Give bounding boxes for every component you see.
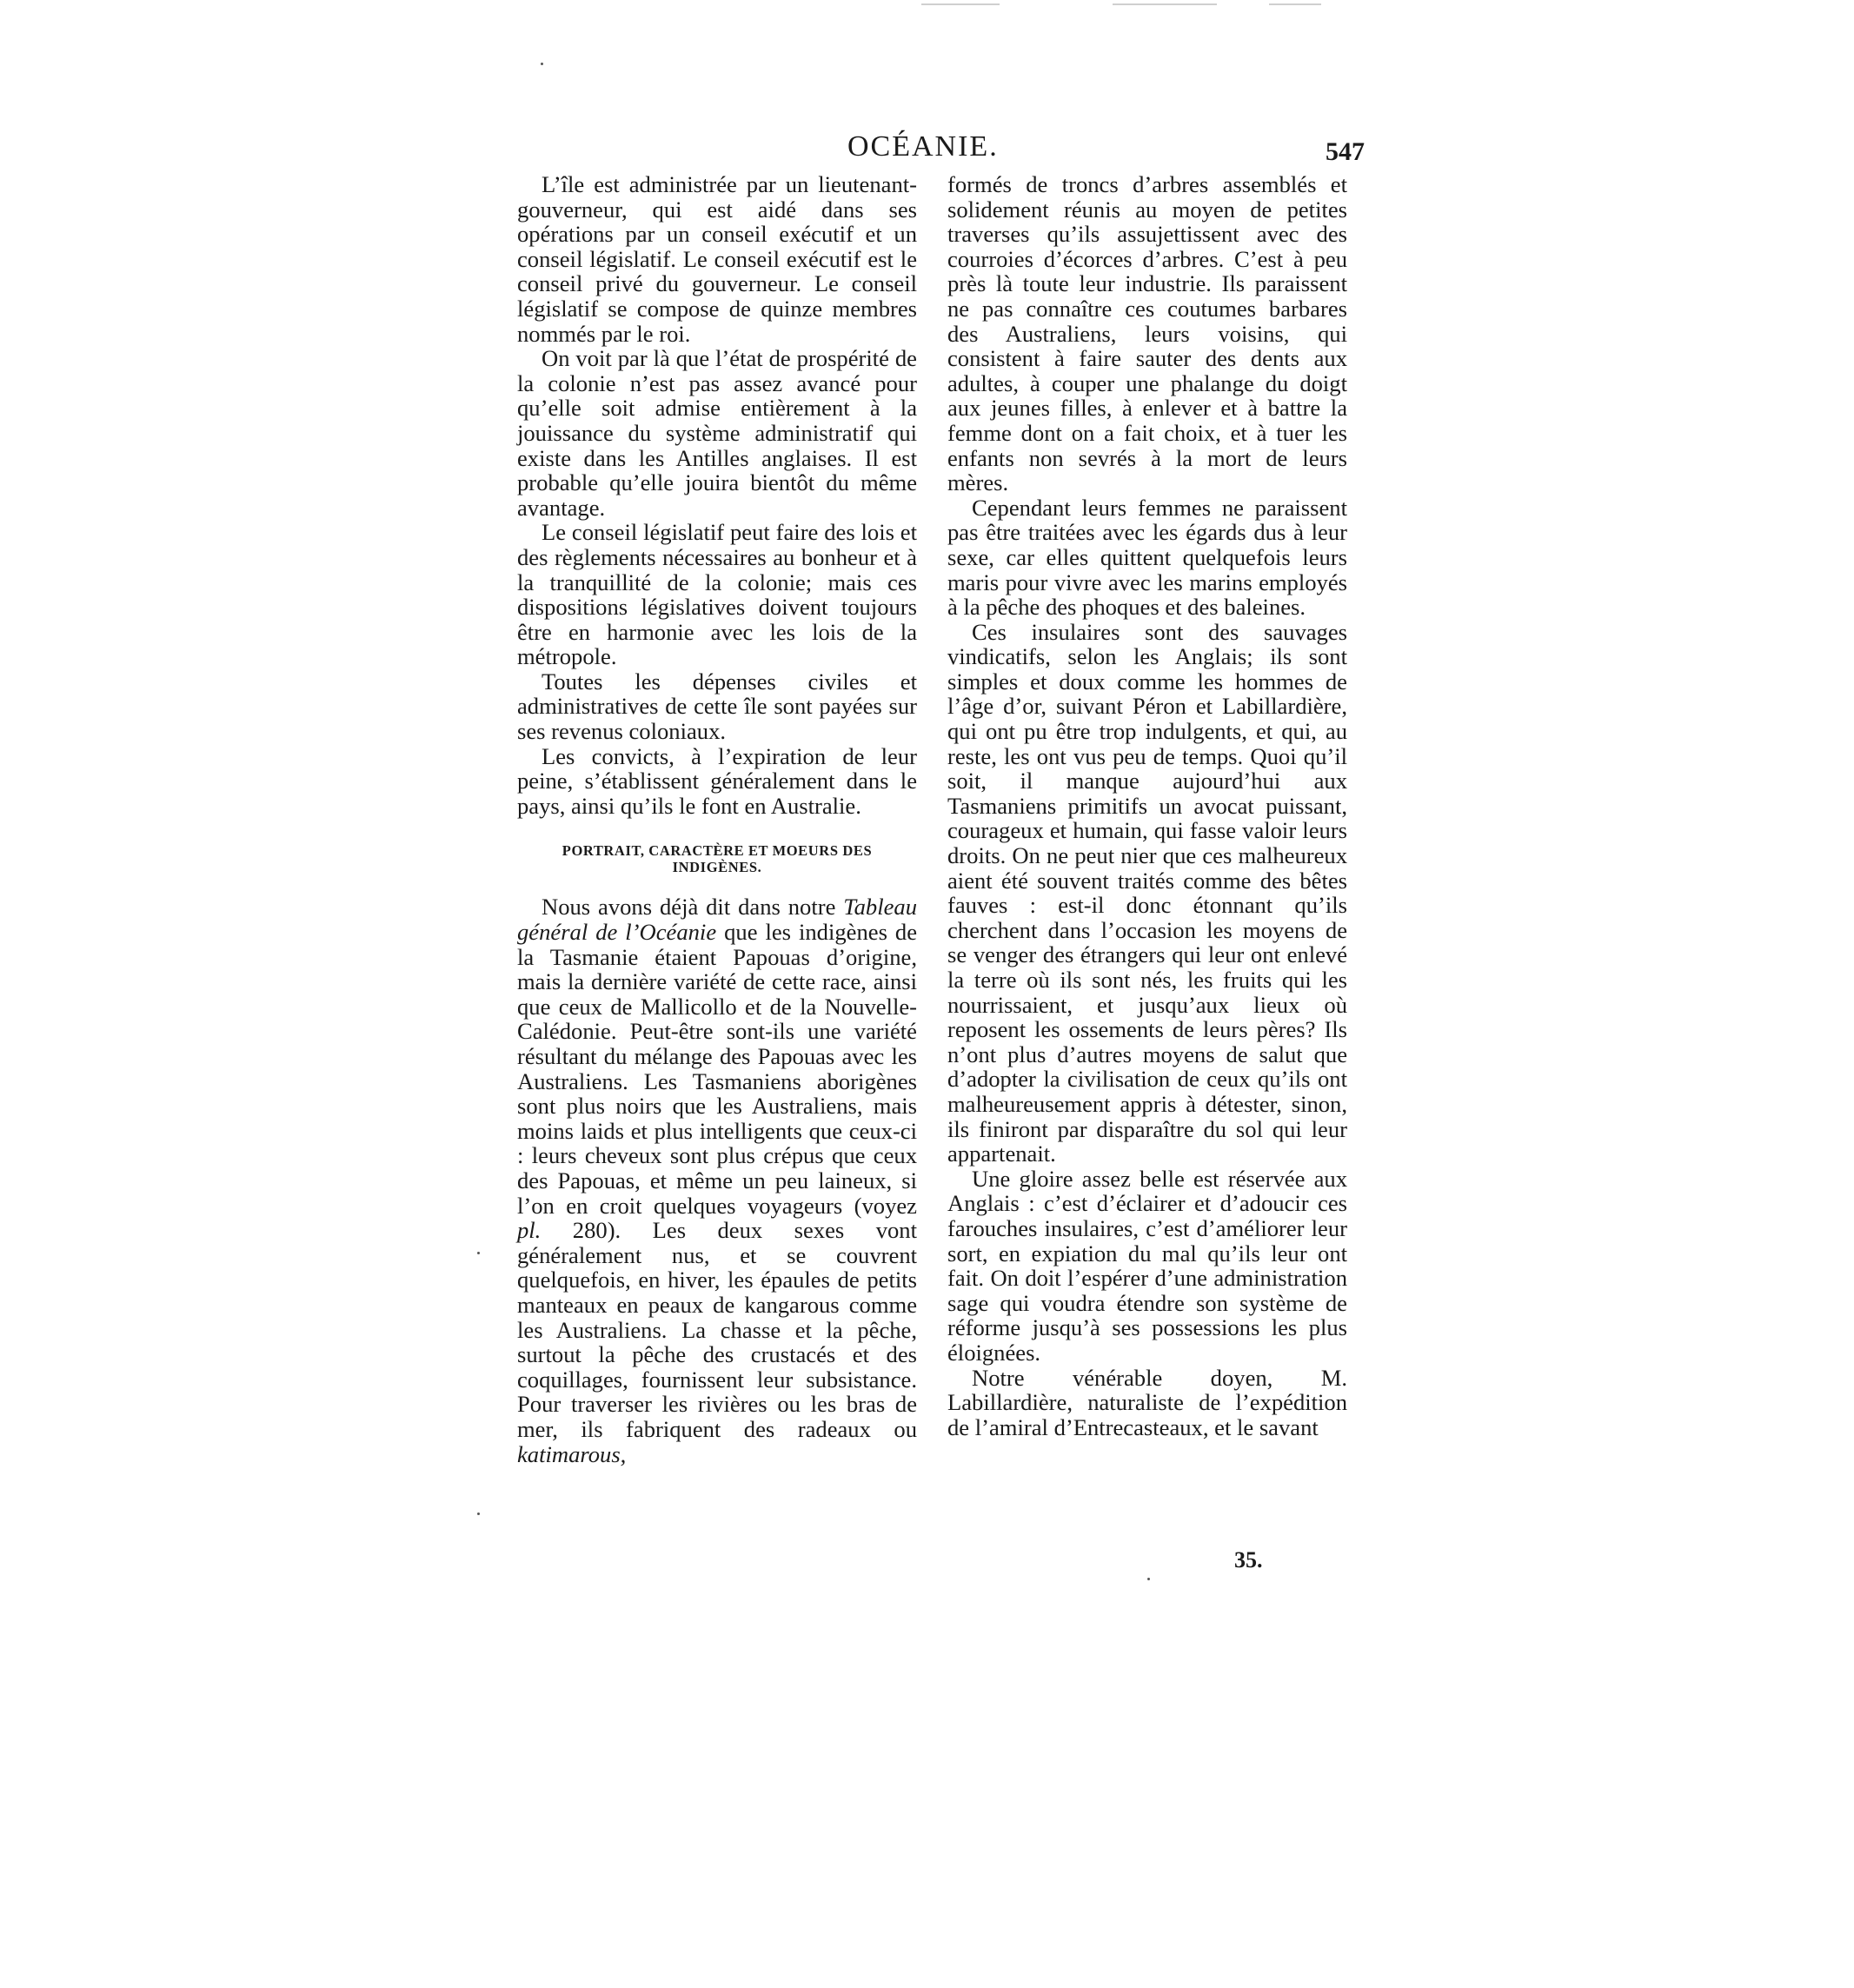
speck (477, 1513, 480, 1515)
book-title-italic: Tableau général de l’Océanie (517, 894, 917, 946)
paragraph: Cependant leurs femmes ne paraissent pas être traitées avec les égards dus à leur sexe, car elles quittent quelquefois leurs maris pour vivre avec les marins employés à la pêche des phoques et des baleines. (947, 494, 1347, 621)
scan-edge-line (1269, 3, 1321, 5)
term-italic: katimarous, (517, 1440, 627, 1467)
speck (541, 63, 543, 65)
paragraph: L’île est administrée par un lieutenant-gouverneur, qui est aidé dans ses opérations par un conseil exécutif et un conseil législatif. Le conseil exécutif est le conseil privé du gouverneur. Le conseil législatif se compose de quinze membres nommés par le roi. (517, 171, 917, 347)
running-title: OCÉANIE. (847, 130, 999, 163)
text-run: que les indigènes de la Tasmanie étaient Papouas d’origine, mais la dernière variété de cette race, ainsi que ceux de Mallicollo et de la Nouvelle-Calédonie. Peut-être sont-ils une variété résultant du mélange des Papouas avec les Australiens. Les Tasmaniens aborigènes sont plus noirs que les Australiens, mais moins laids et plus intelligents que ceux-ci : leurs cheveux sont plus crépus que ceux des Papouas, et même un peu laineux, si l’on en croit quelques voyageurs (voyez (517, 919, 917, 1219)
signature-mark: 35. (1234, 1547, 1263, 1572)
paragraph: Notre vénérable doyen, M. Labillardière, naturaliste de l’expédition de l’amiral d’Entrecasteaux, et le savant (947, 1364, 1347, 1440)
text-run: 280). Les deux sexes vont généralement nus, et se couvrent quelquefois, en hiver, les épaules de petits manteaux en peaux de kangarous comme les Australiens. La chasse et la pêche, surtout la pêche des crustacés et des coquillages, fournissent leur subsistance. Pour traverser les rivières ou les bras de mer, ils fabriquent des radeaux ou (517, 1217, 917, 1442)
continued-paragraph: formés de troncs d’arbres assemblés et solidement réunis au moyen de petites traverses qu’ils assujettissent avec des courroies d’écorces d’arbres. C’est à peu près là toute leur industrie. Ils paraissent ne pas connaître ces coutumes barbares des Australiens, leurs voisins, qui consistent à faire sauter des dents aux adultes, à couper une phalange du doigt aux jeunes filles, à enlever et à battre la femme dont on a fait choix, et à tuer les enfants non sevrés à la mort de leurs mères. (947, 171, 1347, 496)
right-column (947, 172, 1347, 1439)
paragraph: Une gloire assez belle est réservée aux Anglais : c’est d’éclairer et d’adoucir ces farouches insulaires, c’est d’améliorer leur sort, en expiation du mal qu’ils leur ont fait. On doit l’espérer d’une administration sage qui voudra étendre son système de réforme jusqu’à ses possessions les plus éloignées. (947, 1165, 1347, 1366)
scan-edge-line (1113, 3, 1217, 5)
running-head (513, 130, 1365, 174)
paragraph: On voit par là que l’état de prospérité de la colonie n’est pas assez avancé pour qu’elle soit admise entièrement à la jouissance du système administratif qui existe dans les Antilles anglaises. Il est probable qu’elle jouira bientôt du même avantage. (517, 345, 917, 521)
paragraph: Le conseil législatif peut faire des lois et des règlements nécessaires au bonheur et à la tranquillité de la colonie; mais ces dispositions législatives doivent toujours être en harmonie avec les lois de la métropole. (517, 519, 917, 670)
text-run: Nous avons déjà dit dans notre (542, 894, 844, 921)
section-heading: PORTRAIT, CARACTÈRE ET MOEURS DES INDIGÈNES. (562, 842, 873, 876)
section-intro-paragraph (517, 894, 917, 1466)
paragraph: Les convicts, à l’expiration de leur peine, s’établissent généralement dans le pays, ainsi qu’ils le font en Australie. (517, 742, 917, 819)
paragraph: Ces insulaires sont des sauvages vindicatifs, selon les Anglais; ils sont simples et doux comme les hommes de l’âge d’or, suivant Péron et Labillardière, qui ont pu être trop indulgents, et qui, au reste, les ont vus peu de temps. Quoi qu’il soit, il manque aujourd’hui aux Tasmaniens primitifs un avocat puissant, courageux et humain, qui fasse valoir leurs droits. On ne peut nier que ces malheureux aient été souvent traités comme des bêtes fauves : est-il donc étonnant qu’ils cherchent dans l’occasion les moyens de se venger des étrangers qui leur ont enlevé la terre où ils sont nés, les fruits qui les nourrissaient, et jusqu’aux lieux où reposent les ossements de leurs pères? Ils n’ont plus d’autres moyens de salut que d’adopter la civilisation de ceux qu’ils ont malheureusement appris à détester, sinon, ils finiront par disparaître du sol qui leur appartenait. (947, 618, 1347, 1167)
speck (477, 1252, 480, 1254)
paragraph: Toutes les dépenses civiles et administratives de cette île sont payées sur ses revenus coloniaux. (517, 668, 917, 745)
plate-abbrev-italic: pl. (517, 1217, 542, 1244)
scan-edge-line (921, 3, 1000, 5)
left-column (517, 172, 917, 1466)
speck (1147, 1578, 1150, 1580)
page-number: 547 (1326, 137, 1365, 166)
